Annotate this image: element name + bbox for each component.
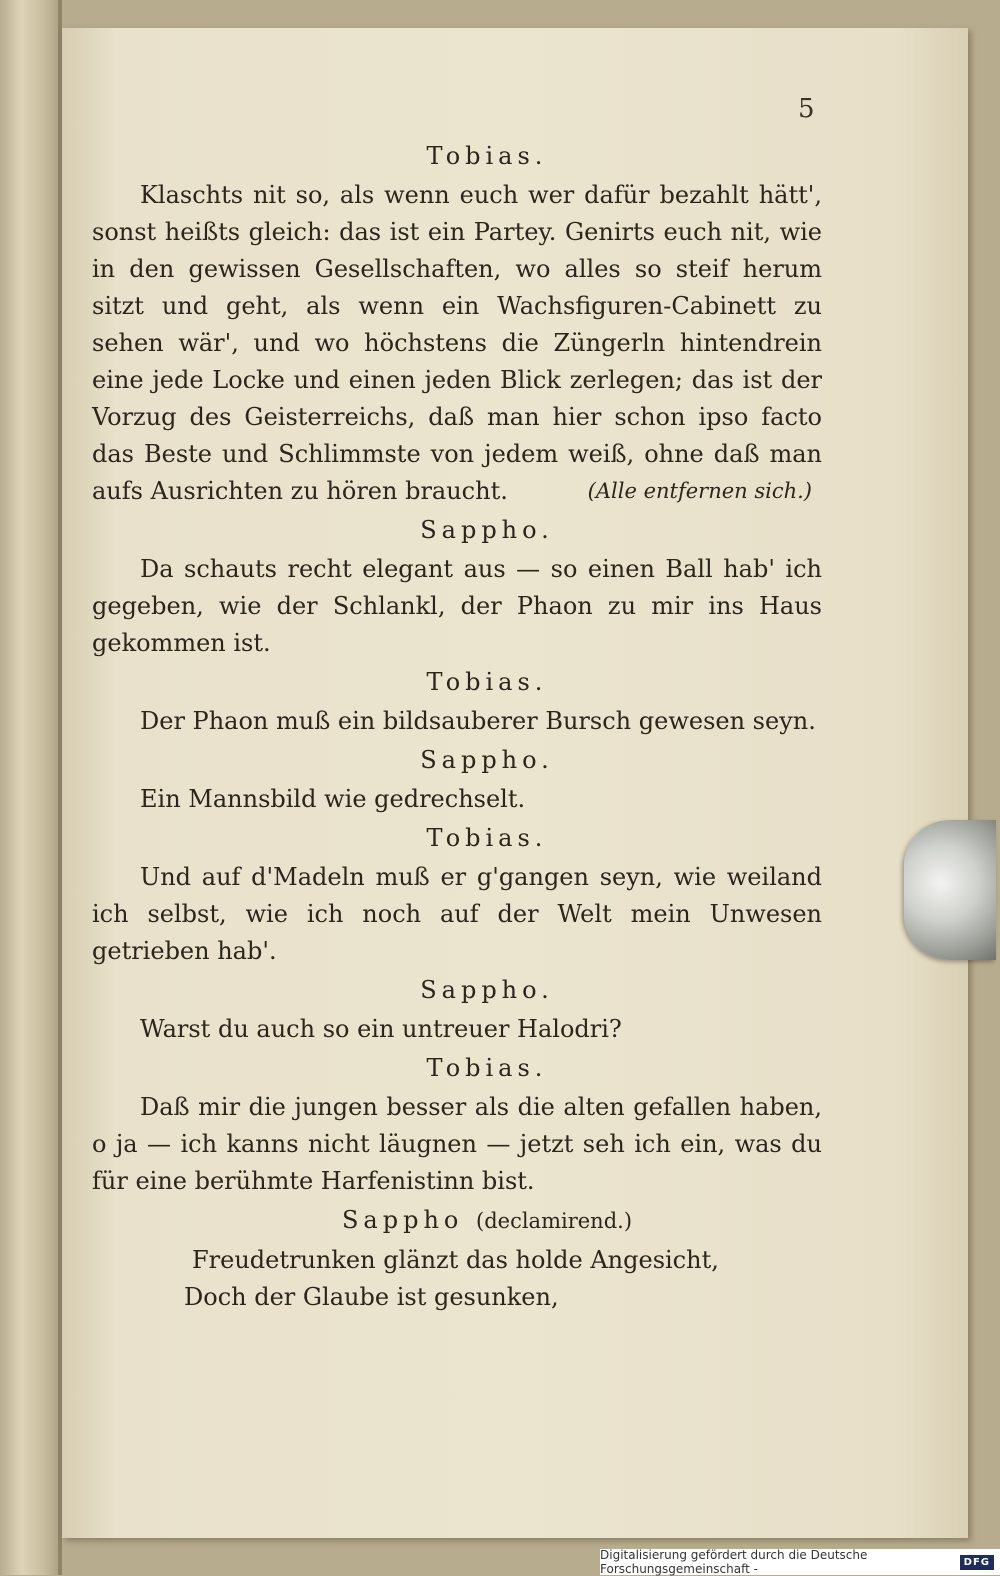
page-number: 5 (798, 94, 815, 124)
book-page (62, 28, 968, 1538)
dialogue-paragraph (92, 177, 822, 510)
dialogue-paragraph: Und auf d'Madeln muß er g'gangen seyn, wie weiland ich selbst, wie ich noch auf der Welt mein Unwesen getrieben hab'. (92, 863, 822, 965)
speaker-heading: Tobias. (426, 1054, 548, 1082)
page-text (92, 136, 822, 1316)
dialogue-paragraph: Daß mir die jungen besser als die alten gefallen haben, o ja — ich kanns nicht läugnen — jetzt seh ich ein, was du für eine berühmte Harfenistinn bist. (92, 1093, 822, 1195)
speaker-heading: Tobias. (426, 668, 548, 696)
speaker-heading: Sappho. (420, 976, 554, 1004)
page-clip (904, 820, 996, 960)
credit-text: Digitalisierung gefördert durch die Deutsche Forschungsgemeinschaft - (600, 1548, 868, 1576)
speaker-name: Sappho (341, 1206, 464, 1234)
speaker-heading: Sappho. (420, 746, 554, 774)
speaker-direction: (declamirend.) (476, 1209, 633, 1233)
speaker-heading: Tobias. (426, 142, 548, 170)
dfg-logo-icon: DFG (960, 1555, 994, 1570)
stage-direction: (Alle entfernen sich.) (587, 479, 812, 503)
dialogue-paragraph: Da schauts recht elegant aus — so einen Ball hab' ich gegeben, wie der Schlankl, der Phaon zu mir ins Haus gekommen ist. (92, 555, 822, 657)
dialogue-paragraph: Warst du auch so ein untreuer Halodri? (140, 1015, 622, 1043)
digitization-credit-bar (600, 1549, 1000, 1575)
book-spine-edge (0, 0, 62, 1575)
speaker-heading: Tobias. (426, 824, 548, 852)
dialogue-paragraph: Ein Mannsbild wie gedrechselt. (140, 785, 526, 813)
speaker-heading (92, 1202, 822, 1240)
speaker-heading: Sappho. (420, 516, 554, 544)
dialogue-paragraph: Der Phaon muß ein bildsauberer Bursch gewesen seyn. (140, 707, 816, 735)
verse-line: Freudetrunken glänzt das holde Angesicht, (192, 1246, 719, 1274)
verse-line: Doch der Glaube ist gesunken, (184, 1283, 559, 1311)
dialogue-text: Klaschts nit so, als wenn euch wer dafür bezahlt hätt', sonst heißts gleich: das ist ein Partey. Genirts euch nit, wie in den gewissen Gesellschaften, wo alles so steif herum sitzt und geht, als wenn ein Wachsfiguren-Cabinett zu sehen wär', und wo höchstens die Züngerln hintendrein eine jede Locke und einen jeden Blick zerlegen; das ist der Vorzug des Geisterreichs, daß man hier schon ipso facto das Beste und Schlimmste von jedem weiß, ohne daß man aufs Ausrichten zu hören braucht. (92, 181, 822, 505)
